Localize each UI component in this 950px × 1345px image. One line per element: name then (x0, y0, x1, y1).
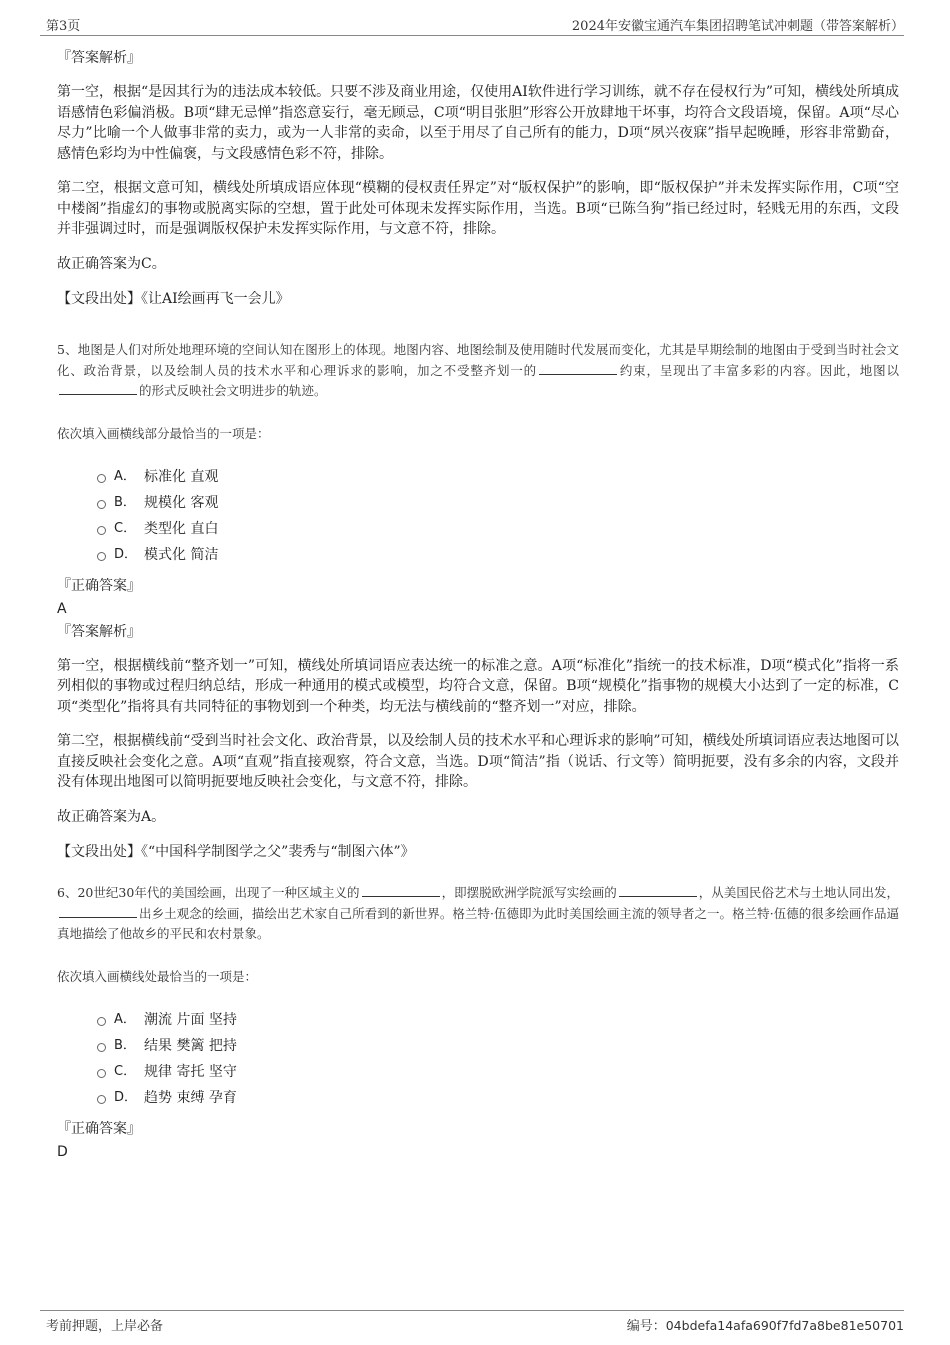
fill-blank (619, 884, 697, 897)
fill-blank (362, 884, 440, 897)
option-text: 规律 寄托 坚守 (144, 1063, 237, 1080)
option-letter: B． (114, 1037, 136, 1053)
analysis-paragraph-1: 第一空，根据“是因其行为的违法成本较低。只要不涉及商业用途，仅使用AI软件进行学习训练，就不存在侵权行为”可知，横线处所填成语感情色彩偏消极。B项“肆无忌惮”指恣意妄行，毫无顾忌，C项“明目张胆”形容公开放肆地干坏事，均符合文段语境，保留。A项“尽心尽力”比喻一个人做事非常的卖力，或为一人非常的卖命，以至于用尽了自己所有的能力，D项“夙兴夜寐”指早起晚睡，形容非常勤奋，感情色彩均为中性偏褒，与文段感情色彩不符，排除。 (57, 84, 899, 162)
option-list (97, 1007, 899, 1111)
analysis-conclusion: 故正确答案为C。 (57, 255, 166, 272)
option-letter: B． (114, 494, 136, 510)
option-text: 标准化 直观 (144, 468, 219, 485)
radio-icon[interactable] (97, 526, 106, 535)
prev-question-analysis (57, 48, 899, 308)
correct-answer-label: 『正确答案』 (57, 1120, 141, 1137)
option-b[interactable] (97, 490, 899, 516)
question-instruction: 依次填入画横线处最恰当的一项是： (57, 968, 258, 984)
option-letter: C． (114, 1063, 137, 1079)
question-instruction: 依次填入画横线部分最恰当的一项是： (57, 425, 270, 441)
option-letter: A． (114, 1011, 136, 1027)
radio-icon[interactable] (97, 1017, 106, 1026)
option-c[interactable] (97, 1059, 899, 1085)
code-value: 04bdefa14afa690f7fd7a8be81e50701 (665, 1318, 904, 1333)
option-a[interactable] (97, 1007, 899, 1033)
correct-answer: D (57, 1143, 68, 1160)
option-letter: C． (114, 520, 137, 536)
analysis-paragraph-1: 第一空，根据横线前“整齐划一”可知，横线处所填词语应表达统一的标准之意。A项“标准化”指统一的技术标准，D项“模式化”指将一系列相似的事物或过程归纳总结，形成一种通用的模式或模型，均符合文意，保留。B项“规模化”指事物的规模大小达到了一定的标准，C项“类型化”指将具有共同特征的事物划到一个种类，均无法与横线前的“整齐划一”对应，排除。 (57, 657, 899, 715)
stem-text: 的形式反映社会文明进步的轨迹。 (139, 383, 327, 398)
option-letter: A． (114, 468, 136, 484)
option-b[interactable] (97, 1033, 899, 1059)
question-stem (57, 340, 899, 402)
stem-text: 5、地图是人们对所处地理环境的空间认知在图形上的体现。地图内容、地图绘制及使用随时代发展而变化，尤其是早期绘制的地图由于受到当时社会文化、政治背景，以及绘制人员的技术水平和心理诉求的影响，加之不受整齐划一的 (57, 342, 899, 378)
page-footer (40, 1310, 904, 1335)
correct-answer-label: 『正确答案』 (57, 577, 141, 594)
stem-text: 出乡土观念的绘画，描绘出艺术家自己所看到的新世界。格兰特·伍德即为此时美国绘画主流的领导者之一。格兰特·伍德的很多绘画作品逼真地描绘了他故乡的平民和农村景象。 (57, 905, 899, 941)
question-stem (57, 883, 899, 945)
document-body (57, 44, 899, 1163)
code-label: 编号： (626, 1319, 666, 1334)
page-header (40, 13, 904, 36)
fill-blank (59, 382, 137, 395)
analysis-label: 『答案解析』 (57, 623, 141, 640)
passage-source: 【文段出处】《让AI绘画再飞一会儿》 (57, 291, 290, 307)
stem-text: 6、20世纪30年代的美国绘画，出现了一种区域主义的 (57, 885, 360, 900)
analysis-conclusion: 故正确答案为A。 (57, 808, 166, 825)
option-text: 模式化 简洁 (144, 546, 219, 563)
page-number: 第3页 (46, 19, 81, 34)
stem-text: ，即摆脱欧洲学院派写实绘画的 (441, 885, 617, 900)
document-title: 2024年安徽宝通汽车集团招聘笔试冲刺题（带答案解析） (571, 19, 904, 34)
radio-icon[interactable] (97, 1095, 106, 1104)
document-code (627, 1315, 904, 1334)
option-a[interactable] (97, 464, 899, 490)
radio-icon[interactable] (97, 552, 106, 561)
analysis-label: 『答案解析』 (57, 50, 141, 66)
stem-text: 约束，呈现出了丰富多彩的内容。因此，地图以 (618, 362, 899, 378)
radio-icon[interactable] (97, 500, 106, 509)
fill-blank (539, 362, 617, 375)
option-letter: D． (114, 1089, 138, 1105)
option-d[interactable] (97, 542, 899, 568)
correct-answer: A (57, 600, 67, 617)
option-list (97, 464, 899, 568)
option-text: 趋势 束缚 孕育 (144, 1089, 237, 1106)
option-text: 类型化 直白 (144, 520, 219, 537)
fill-blank (59, 905, 137, 918)
question-5 (57, 340, 899, 861)
option-c[interactable] (97, 516, 899, 542)
passage-source: 【文段出处】《“中国科学制图学之父”裴秀与“制图六体”》 (57, 844, 415, 860)
option-text: 规模化 客观 (144, 494, 219, 511)
option-d[interactable] (97, 1085, 899, 1111)
option-letter: D． (114, 546, 138, 562)
analysis-paragraph-2: 第二空，根据横线前“受到当时社会文化、政治背景，以及绘制人员的技术水平和心理诉求的影响”可知，横线处所填词语应表达地图可以直接反映社会变化之意。A项“直观”指直接观察，符合文意，当选。D项“简洁”指（说话、行文等）简明扼要，没有多余的内容，文段并没有体现出地图可以简明扼要地反映社会变化，与文意不符，排除。 (57, 733, 899, 790)
footer-slogan: 考前押题，上岸必备 (46, 1319, 164, 1334)
analysis-paragraph-2: 第二空，根据文意可知，横线处所填成语应体现“模糊的侵权责任界定”对“版权保护”的影响，即“版权保护”并未发挥实际作用，C项“空中楼阁”指虚幻的事物或脱离实际的空想，置于此处可体现未发挥实际作用，当选。B项“已陈刍狗”指已经过时，轻贱无用的东西，文段并非强调过时，而是强调版权保护未发挥实际作用，与文意不符，排除。 (57, 180, 899, 237)
radio-icon[interactable] (97, 1069, 106, 1078)
stem-text: ，从美国民俗艺术与土地认同出发， (698, 885, 899, 900)
radio-icon[interactable] (97, 1043, 106, 1052)
option-text: 潮流 片面 坚持 (144, 1011, 237, 1028)
question-6 (57, 883, 899, 1161)
radio-icon[interactable] (97, 474, 106, 483)
option-text: 结果 樊篱 把持 (144, 1037, 237, 1054)
